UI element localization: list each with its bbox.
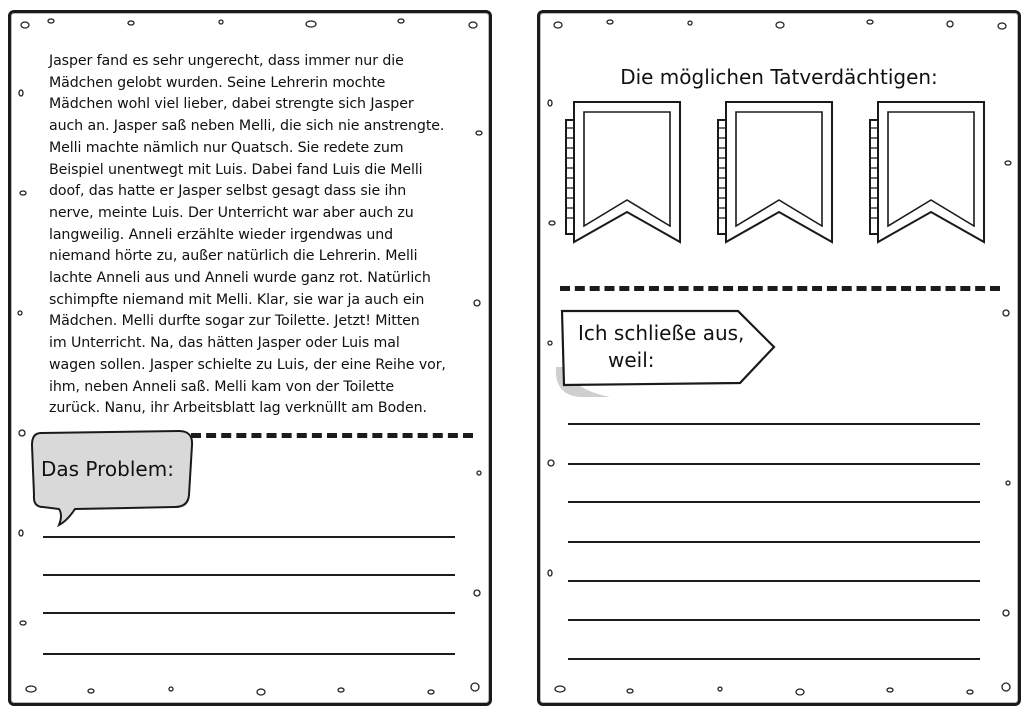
story-line: Beispiel unentwegt mit Luis. Dabei fand Luis die Melli (49, 161, 423, 178)
writing-line[interactable] (43, 653, 455, 655)
story-line: Mädchen wohl viel lieber, dabei strengte sich Jasper (49, 96, 414, 113)
suspects-title: Die möglichen Tatverdächtigen: (620, 65, 938, 89)
story-line: Mädchen gelobt wurden. Seine Lehrerin mochte (49, 74, 386, 91)
writing-line[interactable] (568, 423, 980, 425)
story-card (8, 10, 492, 706)
story-line: nerve, meinte Luis. Der Unterricht war aber auch zu (49, 204, 414, 221)
story-line: auch an. Jasper saß neben Melli, die sich nie anstrengte. (49, 118, 445, 135)
writing-line[interactable] (568, 619, 980, 621)
story-line: schimpfte niemand mit Melli. Klar, sie war ja auch ein (49, 291, 425, 308)
story-line: im Unterricht. Na, das hätten Jasper oder Luis mal (49, 335, 400, 352)
story-line: Jasper fand es sehr ungerecht, dass immer nur die (49, 53, 404, 69)
suspects-card (537, 10, 1021, 706)
suspect-banner-1[interactable] (562, 98, 686, 248)
divider-dotted-line (191, 433, 473, 438)
writing-line[interactable] (568, 541, 980, 543)
suspect-banner-3[interactable] (866, 98, 990, 248)
writing-line[interactable] (568, 501, 980, 503)
writing-line[interactable] (568, 580, 980, 582)
story-line: ihm, neben Anneli saß. Melli kam von der Toilette (49, 378, 395, 395)
story-line: langweilig. Anneli erzählte wieder irgendwas und (49, 226, 394, 243)
story-line: wagen sollen. Jasper schielte zu Luis, der eine Reihe vor, (49, 356, 446, 373)
suspect-banner-2[interactable] (714, 98, 838, 248)
writing-line[interactable] (43, 612, 455, 614)
divider-dotted-line (560, 286, 1000, 291)
writing-line[interactable] (43, 574, 455, 576)
problem-label: Das Problem: (41, 457, 174, 481)
writing-line[interactable] (568, 463, 980, 465)
story-text (49, 51, 489, 420)
story-line: zurück. Nanu, ihr Arbeitsblatt lag verknüllt am Boden. (49, 400, 427, 417)
exclude-arrow-label (550, 305, 780, 405)
story-line: doof, das hatte er Jasper selbst gesagt dass sie ihn (49, 183, 407, 200)
writing-line[interactable] (43, 536, 455, 538)
story-line: lachte Anneli aus und Anneli wurde ganz rot. Natürlich (49, 270, 431, 287)
exclude-label-line1: Ich schließe aus, (578, 321, 745, 345)
writing-line[interactable] (568, 658, 980, 660)
story-line: Melli machte nämlich nur Quatsch. Sie redete zum (49, 139, 404, 156)
exclude-label-line2: weil: (608, 348, 655, 372)
story-line: Mädchen. Melli durfte sogar zur Toilette. Jetzt! Mitten (49, 313, 420, 330)
story-line: niemand hörte zu, außer natürlich die Lehrerin. Melli (49, 248, 418, 265)
